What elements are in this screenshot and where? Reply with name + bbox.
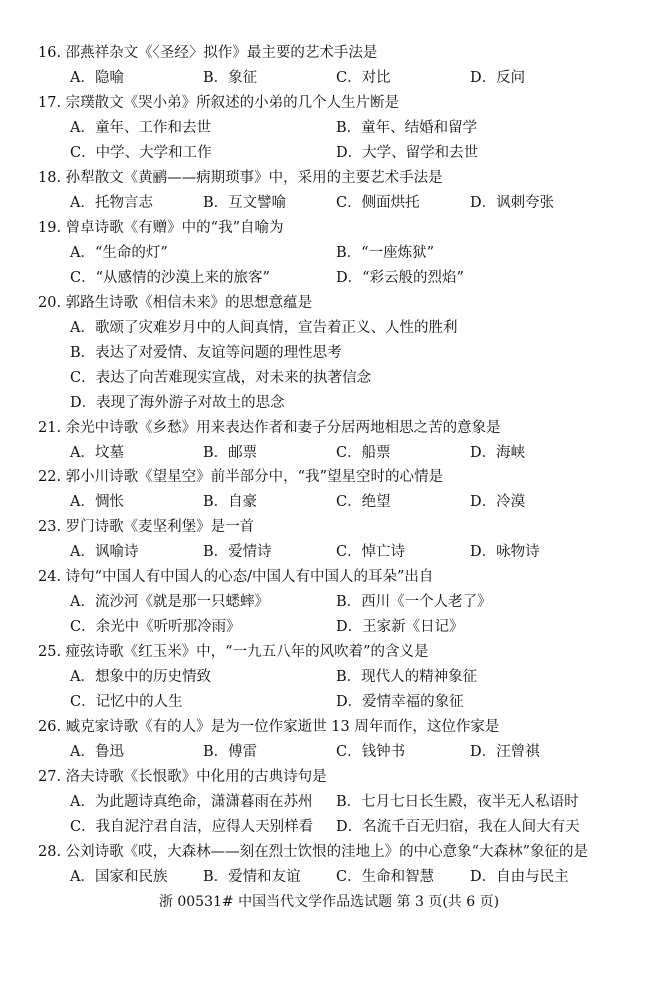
question-text: 洛夫诗歌《长恨歌》中化用的古典诗句是	[65, 769, 327, 785]
answer-option: C．对比	[336, 70, 391, 86]
answer-option: B．象征	[203, 70, 258, 86]
answer-option: D．海峡	[470, 445, 526, 461]
answer-option: B．表达了对爱情、友谊等问题的理性思考	[70, 345, 342, 361]
question-text: 公刘诗歌《哎，大森林——刻在烈士饮恨的洼地上》的中心意象“大森林”象征的是	[65, 844, 588, 860]
question-stem	[38, 419, 501, 437]
answer-option: D．大学、留学和去世	[336, 145, 479, 161]
question-number: 18.	[38, 170, 62, 186]
answer-option: D．王家新《日记》	[336, 619, 464, 635]
answer-option: A．惆怅	[70, 494, 124, 510]
answer-option: B．爱情诗	[203, 544, 272, 560]
answer-option: B．童年、结婚和留学	[336, 120, 478, 136]
page-footer: 浙 00531# 中国当代文学作品选试题 第 3 页(共 6 页)	[158, 894, 500, 910]
answer-option: D．讽刺夸张	[470, 195, 555, 211]
question-stem	[38, 294, 312, 312]
answer-option: B．互文譬喻	[203, 195, 287, 211]
answer-option: C．船票	[336, 445, 391, 461]
question-stem	[38, 518, 254, 536]
answer-option: C．记忆中的人生	[70, 694, 183, 710]
question-number: 21.	[38, 420, 62, 436]
answer-option: C．中学、大学和工作	[70, 145, 212, 161]
question-text: 曾卓诗歌《有赠》中的“我”自喻为	[65, 220, 284, 236]
question-text: 郭小川诗歌《望星空》前半部分中，“我”望星空时的心情是	[65, 469, 443, 485]
answer-option: B．爱情和友谊	[203, 869, 301, 885]
question-number: 27.	[38, 769, 62, 785]
answer-option: C．侧面烘托	[336, 195, 420, 211]
question-stem	[38, 468, 443, 486]
answer-option: D．咏物诗	[470, 544, 540, 560]
question-text: 郭路生诗歌《相信未来》的思想意蕴是	[65, 295, 313, 311]
question-text: 宗璞散文《哭小弟》所叙述的小弟的几个人生片断是	[65, 95, 400, 111]
question-number: 20.	[38, 295, 62, 311]
answer-option: C．悼亡诗	[336, 544, 406, 560]
answer-option: A．歌颂了灾难岁月中的人间真情，宣告着正义、人性的胜利	[70, 320, 458, 336]
question-number: 28.	[38, 844, 62, 860]
question-stem	[38, 768, 327, 786]
question-stem	[38, 568, 433, 586]
question-number: 19.	[38, 220, 62, 236]
question-text: 邵燕祥杂文《〈圣经〉拟作》最主要的艺术手法是	[65, 45, 378, 61]
answer-option: C．我自泥泞君自洁，应得人天别样看	[70, 819, 314, 835]
answer-option: C．余光中《听听那冷雨》	[70, 619, 241, 635]
answer-option: D．“彩云般的烈焰”	[336, 270, 464, 286]
answer-option: B．七月七日长生殿，夜半无人私语时	[336, 794, 579, 810]
answer-option: A．为此题诗真绝命，潇潇暮雨在苏州	[70, 794, 313, 810]
answer-option: A．鲁迅	[70, 744, 124, 760]
answer-option: D．名流千百无归宿，我在人间大有天	[336, 819, 580, 835]
answer-option: D．爱情幸福的象征	[336, 694, 464, 710]
answer-option: C．绝望	[336, 494, 391, 510]
answer-option: C．生命和智慧	[336, 869, 435, 885]
question-number: 25.	[38, 644, 62, 660]
question-number: 16.	[38, 45, 62, 61]
answer-option: A．讽喻诗	[70, 544, 139, 560]
question-text: 痖弦诗歌《红玉米》中，“一九五八年的风吹着”的含义是	[65, 644, 429, 660]
answer-option: B．西川《一个人老了》	[336, 594, 492, 610]
answer-option: A．想象中的历史情致	[70, 669, 211, 685]
answer-option: A．隐喻	[70, 70, 124, 86]
question-number: 23.	[38, 519, 62, 535]
answer-option: B．“一座炼狱”	[336, 245, 434, 261]
question-stem	[38, 843, 588, 861]
answer-option: B．自豪	[203, 494, 258, 510]
question-stem	[38, 44, 377, 62]
answer-option: A．托物言志	[70, 195, 153, 211]
answer-option: B．现代人的精神象征	[336, 669, 478, 685]
answer-option: A．流沙河《就是那一只蟋蟀》	[70, 594, 269, 610]
question-text: 诗句“中国人有中国人的心态/中国人有中国人的耳朵”出自	[65, 569, 434, 585]
question-stem	[38, 94, 399, 112]
question-text: 余光中诗歌《乡愁》用来表达作者和妻子分居两地相思之苦的意象是	[65, 420, 501, 436]
answer-option: D．自由与民主	[470, 869, 569, 885]
question-stem	[38, 643, 429, 661]
answer-option: B．傅雷	[203, 744, 258, 760]
question-number: 17.	[38, 95, 62, 111]
question-number: 22.	[38, 469, 62, 485]
answer-option: D．表现了海外游子对故土的思念	[70, 395, 285, 411]
question-text: 罗门诗歌《麦坚利堡》是一首	[65, 519, 255, 535]
answer-option: D．反问	[470, 70, 526, 86]
answer-option: A．坟墓	[70, 445, 124, 461]
question-stem	[38, 219, 284, 237]
answer-option: C．表达了向苦难现实宣战，对未来的执著信念	[70, 370, 372, 386]
answer-option: C．“从感情的沙漠上来的旅客”	[70, 270, 270, 286]
answer-option: A．童年、工作和去世	[70, 120, 211, 136]
answer-option: B．邮票	[203, 445, 258, 461]
question-stem	[38, 169, 443, 187]
question-stem	[38, 718, 499, 736]
question-text: 孙犁散文《黄鹂——病期琐事》中，采用的主要艺术手法是	[65, 170, 443, 186]
answer-option: C．钱钟书	[336, 744, 406, 760]
question-number: 24.	[38, 569, 62, 585]
answer-option: D．冷漠	[470, 494, 526, 510]
answer-option: D．汪曾祺	[470, 744, 540, 760]
answer-option: A．国家和民族	[70, 869, 168, 885]
question-number: 26.	[38, 719, 62, 735]
answer-option: A．“生命的灯”	[70, 245, 168, 261]
question-text: 臧克家诗歌《有的人》是为一位作家逝世 13 周年而作，这位作家是	[65, 719, 500, 735]
